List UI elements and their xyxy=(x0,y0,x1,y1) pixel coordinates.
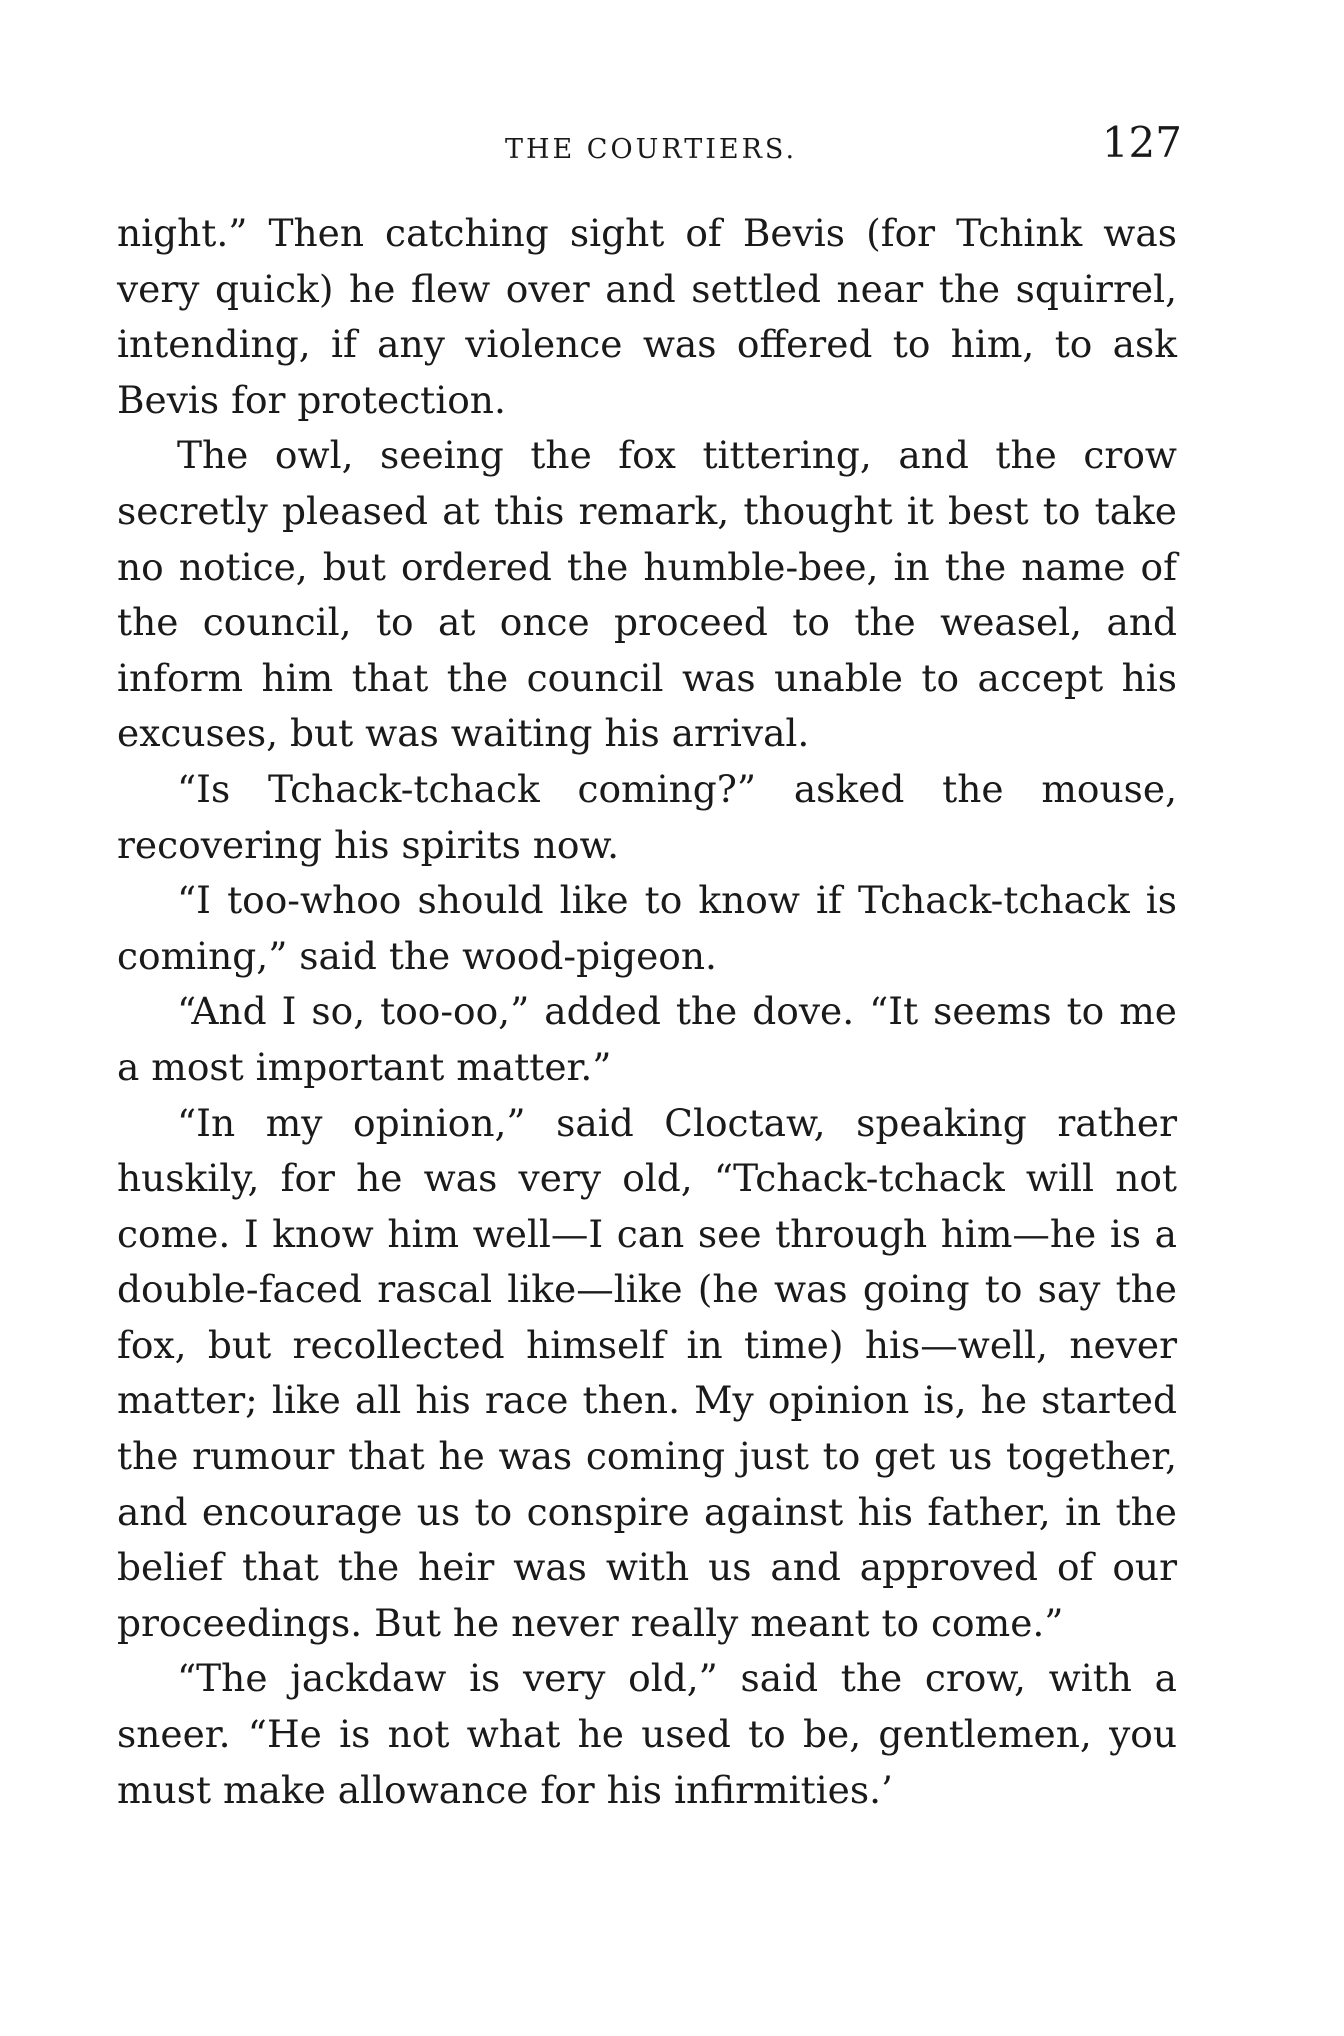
paragraph: “The jackdaw is very old,” said the crow, with a sneer. “He is not what he used to be, gentlemen, you must make allowance for his infirmities.’ xyxy=(117,1656,1177,1812)
page-number: 127 xyxy=(1101,118,1182,167)
paragraph: “I too-whoo should like to know if Tchack-tchack is coming,” said the wood-pigeon. xyxy=(117,878,1177,978)
paragraph: “In my opinion,” said Cloctaw, speaking rather huskily, for he was very old, “Tchack-tchack will not come. I know him well—I can see through him—he is a double-faced rascal like—like (he was going to say the fox, but recollected himself in time) his—well, never matter; like all his race then. My opinion is, he started the rumour that he was coming just to get us together, and encourage us to conspire against his father, in the belief that the heir was with us and approved of our proceedings. But he never really meant to come.” xyxy=(117,1100,1177,1645)
paragraph: The owl, seeing the fox tittering, and the crow secretly pleased at this remark, thought it best to take no notice, but ordered the humble-bee, in the name of the council, to at once proceed to the weasel, and inform him that the council was unable to accept his excuses, but was waiting his arrival. xyxy=(117,433,1177,756)
running-title: THE COURTIERS. xyxy=(504,134,798,165)
running-head xyxy=(112,118,1190,178)
paragraph: night.” Then catching sight of Bevis (for Tchink was very quick) he flew over and settled near the squirrel, intending, if any violence was offered to him, to ask Bevis for protection. xyxy=(117,211,1177,422)
paragraph: “Is Tchack-tchack coming?” asked the mouse, recovering his spirits now. xyxy=(117,766,1177,867)
paragraph: “And I so, too-oo,” added the dove. “It seems to me a most important matter.” xyxy=(117,989,1177,1089)
body-text xyxy=(117,206,1177,1818)
